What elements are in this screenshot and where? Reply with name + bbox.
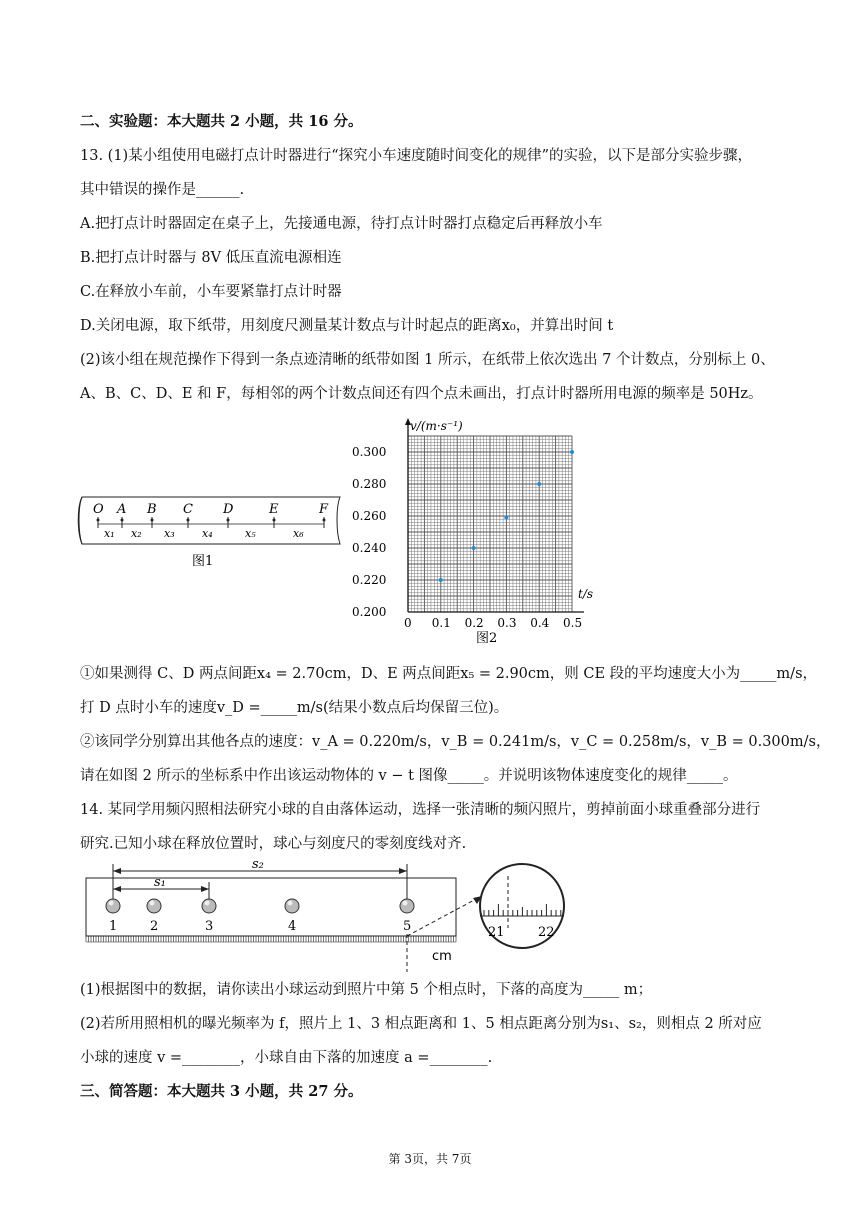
ball xyxy=(147,899,161,913)
tape-point-label: E xyxy=(269,502,279,517)
ball-label: 3 xyxy=(205,919,214,934)
tape-segment-label: x₁ xyxy=(104,527,115,540)
ball-label: 5 xyxy=(403,919,412,934)
tape-segment-label: x₆ xyxy=(293,527,304,540)
q13-line1: 13. (1)某小组使用电磁打点计时器进行“探究小车速度随时间变化的规律”的实验，以下是部分实验步骤， xyxy=(80,148,753,164)
data-point xyxy=(570,450,574,454)
tape-point-label: C xyxy=(183,502,193,517)
tape-dot xyxy=(227,519,230,522)
q13-sub1-line2: 打 D 点时小车的速度v_D =_____m/s(结果小数点后均保留三位)。 xyxy=(80,700,509,716)
q13-part2-line1: (2)该小组在规范操作下得到一条点迹清晰的纸带如图 1 所示，在纸带上依次选出 7 个计数点，分别标上 0、 xyxy=(80,352,775,368)
q13-sub1-line1: ①如果测得 C、D 两点间距x₄ = 2.70cm，D、E 两点间距x₅ = 2.90cm，则 CE 段的平均速度大小为_____m/s， xyxy=(80,666,818,682)
zoom-label-21: 21 xyxy=(488,925,505,940)
x-tick-label: 0.2 xyxy=(464,616,484,630)
ball xyxy=(400,899,414,913)
ball xyxy=(202,899,216,913)
s1-label: s₁ xyxy=(154,875,166,890)
x-tick-label: 0 xyxy=(404,616,412,630)
ball-label: 2 xyxy=(150,919,159,934)
tape-dot xyxy=(273,519,276,522)
ball xyxy=(106,899,120,913)
figure-2-chart xyxy=(350,414,594,649)
tape-dot xyxy=(97,519,100,522)
ball-label: 1 xyxy=(109,919,118,934)
unit-label: cm xyxy=(432,949,452,964)
q14-part2-line1: (2)若所用照相机的曝光频率为 f，照片上 1、3 相点距离和 1、5 相点距离分别为s₁、s₂，则相点 2 所对应 xyxy=(80,1016,762,1032)
tape-segment-label: x₂ xyxy=(131,527,142,540)
tape-point-label: O xyxy=(93,502,104,517)
ball xyxy=(285,899,299,913)
q14-line2: 研究.已知小球在释放位置时，球心与刻度尺的零刻度线对齐. xyxy=(80,836,467,852)
q13-option-d: D.关闭电源，取下纸带，用刻度尺测量某计数点与计时起点的距离x₀，并算出时间 t xyxy=(80,318,614,334)
tape-segment-label: x₅ xyxy=(245,527,256,540)
x-axis-label: t/s xyxy=(578,587,594,601)
x-tick-label: 0.4 xyxy=(530,616,550,630)
x-tick-label: 0.5 xyxy=(563,616,583,630)
q14-part1: (1)根据图中的数据，请你读出小球运动到照片中第 5 个相点时，下落的高度为_____ m； xyxy=(80,982,653,998)
figure-ruler-balls xyxy=(80,856,580,976)
figure-2-caption: 图2 xyxy=(476,631,498,646)
tape-dot xyxy=(323,519,326,522)
figure-1-caption: 图1 xyxy=(192,554,214,569)
y-axis-label: v/(m·s⁻¹) xyxy=(410,419,463,433)
section2-header: 二、实验题：本大题共 2 小题，共 16 分。 xyxy=(80,113,363,130)
y-tick-label: 0.260 xyxy=(352,509,387,523)
tape-point-label: F xyxy=(319,502,329,517)
page-footer: 第 3页，共 7页 xyxy=(388,1152,472,1166)
data-point xyxy=(537,482,541,486)
tape-point-label: D xyxy=(223,502,234,517)
y-tick-label: 0.280 xyxy=(352,477,387,491)
y-tick-label: 0.300 xyxy=(352,445,387,459)
q14-line1: 14. 某同学用频闪照相法研究小球的自由落体运动，选择一张清晰的频闪照片，剪掉前面小球重叠部分进行 xyxy=(80,802,761,818)
q14-part2-line2: 小球的速度 v =________，小球自由下落的加速度 a =________. xyxy=(80,1050,493,1066)
tape-segment-label: x₃ xyxy=(164,527,175,540)
q13-line2: 其中错误的操作是______. xyxy=(80,182,245,198)
q13-sub2-line2: 请在如图 2 所示的坐标系中作出该运动物体的 v − t 图像_____。并说明该物体速度变化的规律_____。 xyxy=(80,768,738,784)
figure-1-tape xyxy=(74,492,344,582)
x-tick-label: 0.3 xyxy=(497,616,517,630)
q13-option-a: A.把打点计时器固定在桌子上，先接通电源，待打点计时器打点稳定后再释放小车 xyxy=(80,216,603,232)
x-tick-label: 0.1 xyxy=(431,616,451,630)
q13-part2-line2: A、B、C、D、E 和 F，每相邻的两个计数点间还有四个点未画出，打点计时器所用电源的频率是 50Hz。 xyxy=(80,386,763,402)
q13-option-c: C.在释放小车前，小车要紧靠打点计时器 xyxy=(80,284,342,300)
section3-header: 三、简答题：本大题共 3 小题，共 27 分。 xyxy=(80,1083,363,1100)
data-point xyxy=(504,516,508,520)
data-point xyxy=(472,546,476,550)
tape-point-label: A xyxy=(117,502,127,517)
y-tick-label: 0.200 xyxy=(352,605,387,619)
tape-segment-label: x₄ xyxy=(202,527,213,540)
tape-dot xyxy=(187,519,190,522)
q13-sub2-line1: ②该同学分别算出其他各点的速度：v_A = 0.220m/s，v_B = 0.241m/s，v_C = 0.258m/s，v_B = 0.300m/s， xyxy=(80,734,831,750)
tape-dot xyxy=(121,519,124,522)
q13-option-b: B.把打点计时器与 8V 低压直流电源相连 xyxy=(80,250,342,266)
s2-label: s₂ xyxy=(252,857,264,872)
zoom-label-22: 22 xyxy=(538,925,555,940)
tape-dot xyxy=(151,519,154,522)
y-tick-label: 0.240 xyxy=(352,541,387,555)
y-tick-label: 0.220 xyxy=(352,573,387,587)
ball-label: 4 xyxy=(288,919,297,934)
data-point xyxy=(439,578,443,582)
tape-point-label: B xyxy=(147,502,157,517)
